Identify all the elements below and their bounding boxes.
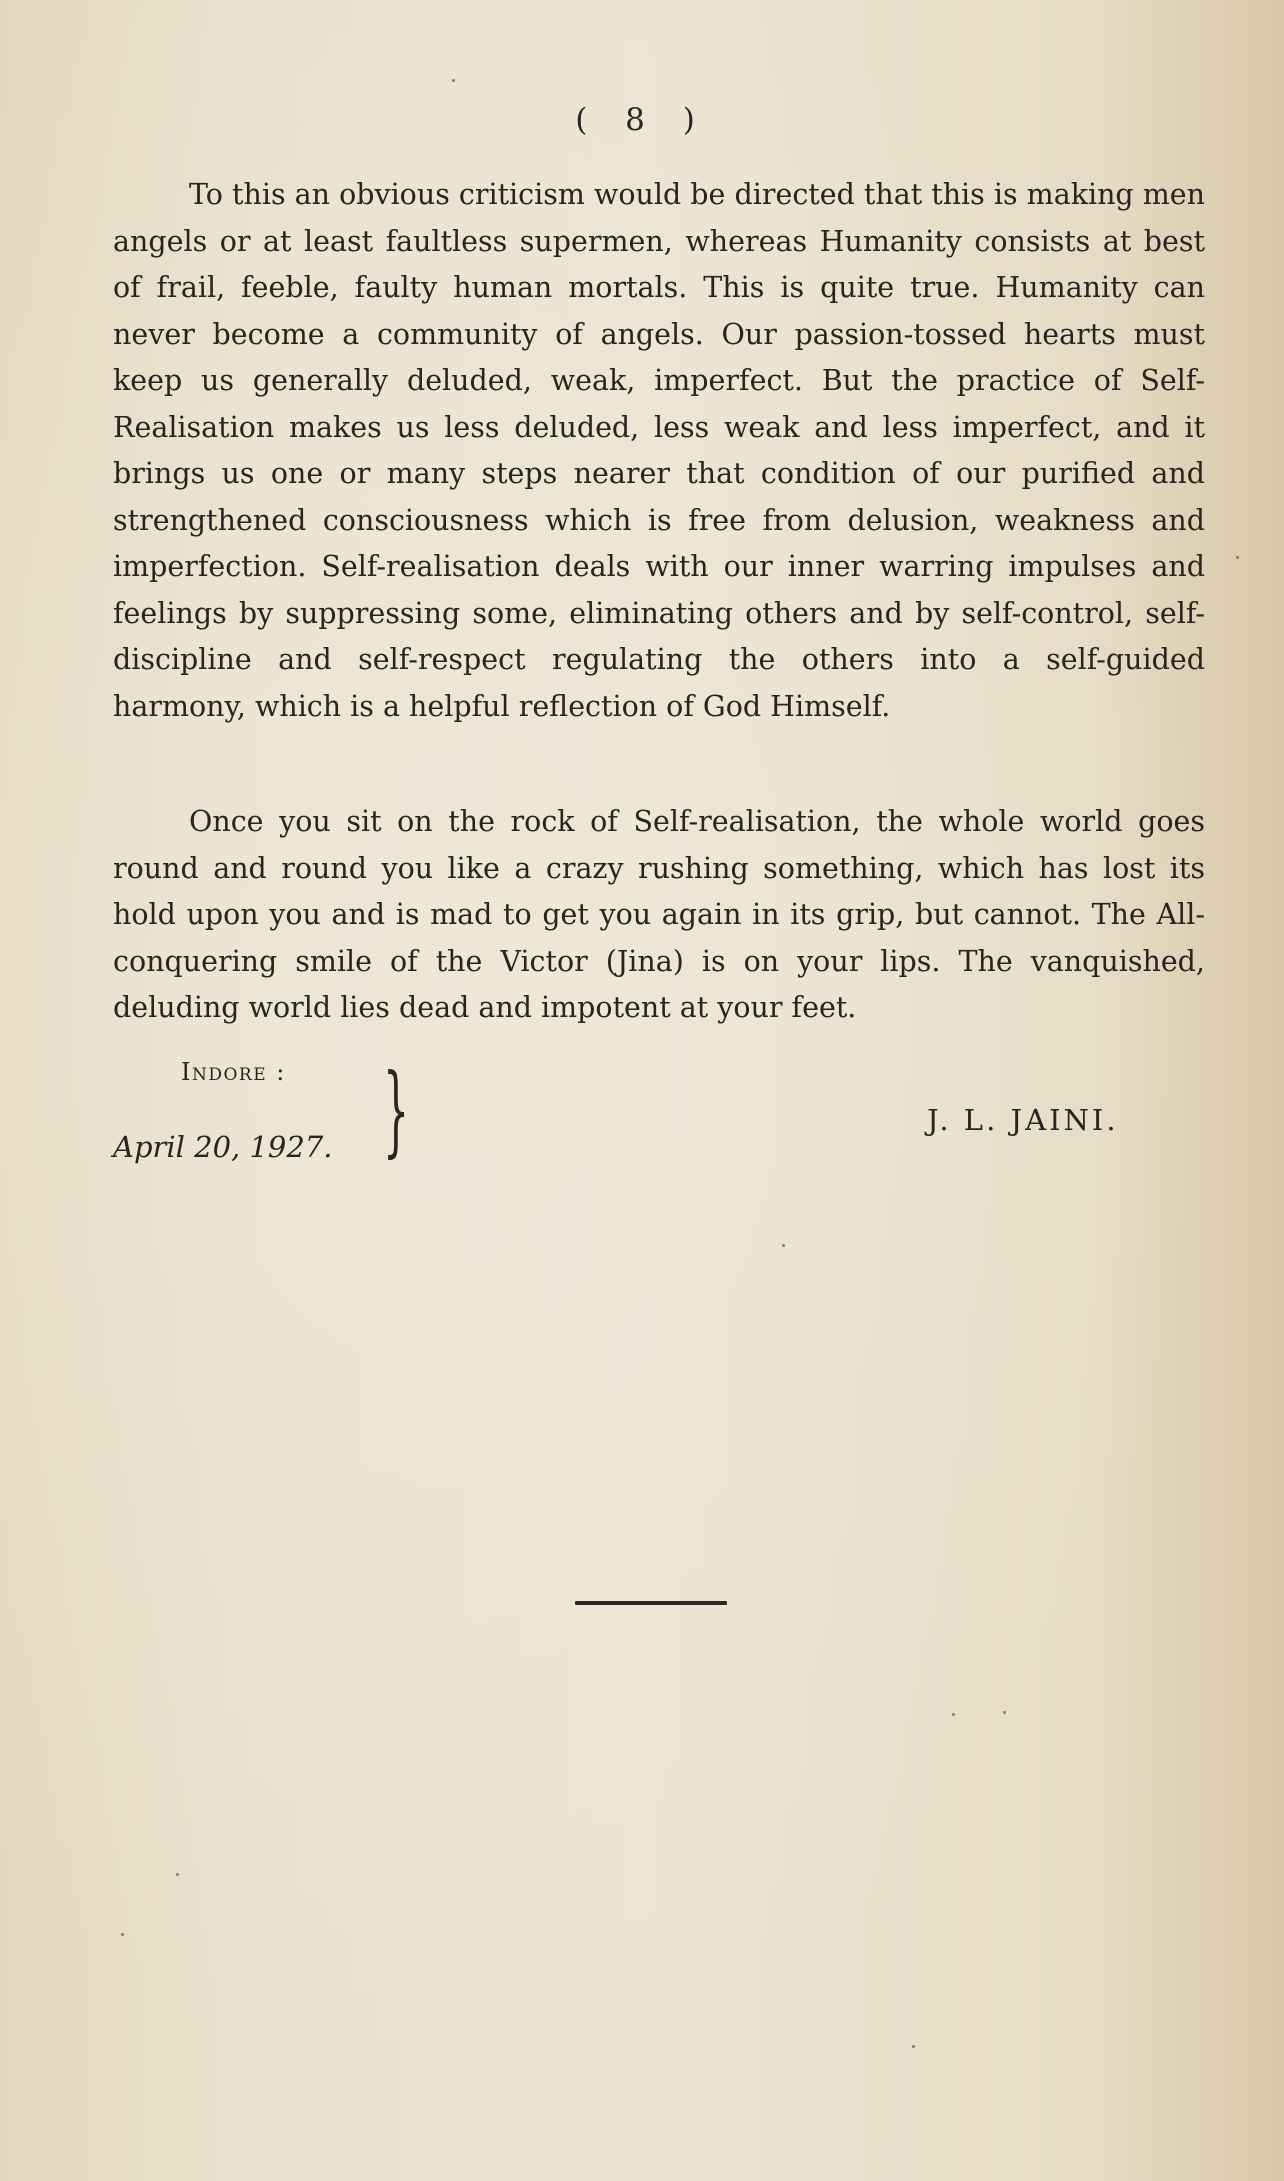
paragraph-1: To this an obvious criticism would be directed that this is making men angels or at least faultless supermen, whereas Humanity consists at best of frail, feeble, faulty human mortals. This is quite true. Humanity can never become a community of angels. Our passion-tossed hearts must keep us generally deluded, weak, imperfect. But the practice of Self-Realisation makes us less deluded, less weak and less imperfect, and it brings us one or many steps nearer that condition of our purified and strengthened consciousness which is free from delusion, weakness and imperfection. Self-realisation deals with our inner warring impulses and feelings by suppressing some, eliminating others and by self-control, self-discipline and self-respect regulating the others into a self-guided harmony, which is a helpful reflection of God Himself. — [113, 178, 1205, 723]
closing-place: Indore : — [181, 1058, 286, 1086]
paper-speck — [121, 1933, 124, 1936]
closing-brace: } — [383, 1054, 410, 1168]
closing-date: April 20, 1927. — [113, 1130, 333, 1164]
paper-speck — [1003, 1711, 1006, 1714]
paper-speck — [782, 1244, 785, 1247]
page-number: ( 8 ) — [575, 102, 709, 138]
end-rule — [575, 1601, 727, 1605]
paper-speck — [452, 79, 455, 82]
paragraph-2: Once you sit on the rock of Self-realisation, the whole world goes round and round you like a crazy rushing something, which has lost its hold upon you and is mad to get you again in its grip, but cannot. The All-conquering smile of the Victor (Jina) is on your lips. The vanquished, deluding world lies dead and impotent at your feet. — [113, 805, 1205, 1024]
paper-speck — [952, 1713, 955, 1716]
paper-speck — [176, 1873, 179, 1876]
paper-speck — [912, 2045, 915, 2048]
author-signature: J. L. JAINI. — [927, 1103, 1119, 1137]
paper-speck — [1236, 556, 1239, 559]
